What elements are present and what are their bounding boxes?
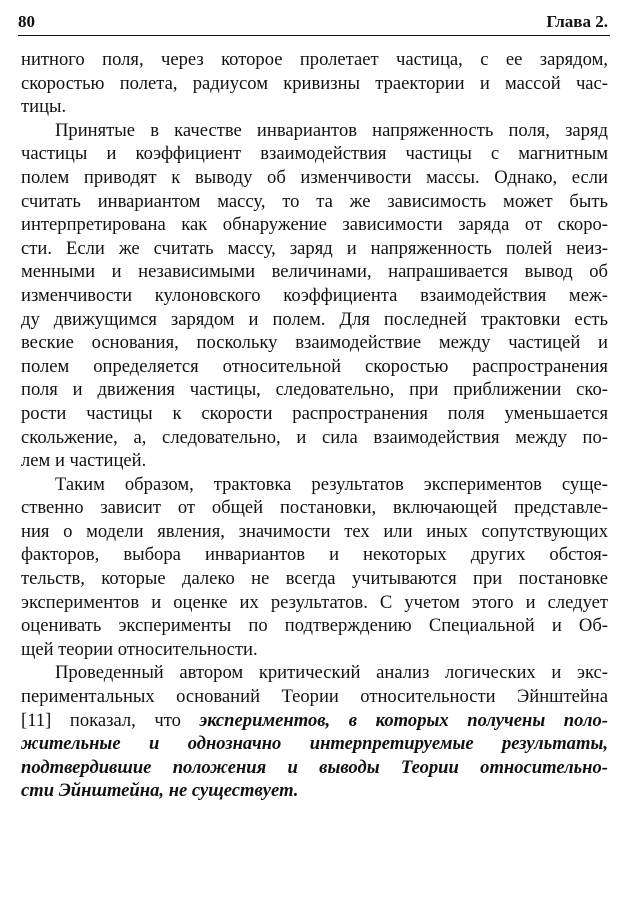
paragraph-3 (21, 473, 608, 662)
text-line: менными и независимыми величинами, напрашивается вывод об (21, 261, 608, 283)
emphasized-line: подтвердившие положения и выводы Теории относительно- (21, 756, 608, 778)
text-line: интерпретирована как обнаружение зависимости заряда от скоро- (21, 214, 608, 236)
text-line: экспериментов и оценке их результатов. С учетом этого и следует (21, 591, 608, 613)
text-line: ду движущимся зарядом и полем. Для последней трактовки есть (21, 308, 608, 330)
text-line: тицы. (21, 96, 67, 118)
paragraph-2 (21, 119, 608, 473)
text-line: факторов, выбора инвариантов и некоторых других обстоя- (21, 544, 608, 566)
emphasized-line: сти Эйнштейна, не существует. (21, 780, 299, 802)
text-line: щей теории относительности. (21, 638, 258, 660)
text-line: ственно зависит от общей постановки, включающей представле- (21, 497, 608, 519)
text-line: Проведенный автором критический анализ логических и экс- (55, 662, 608, 684)
text-line: поля и движения частицы, следовательно, при приближении ско- (21, 379, 608, 401)
text-line: изменчивости кулоновского коэффициента взаимодействия меж- (21, 284, 608, 306)
text-plain: [11] показал, что (21, 709, 200, 731)
text-line: веские основания, поскольку взаимодействие между частицей и (21, 332, 608, 354)
text-line: периментальных оснований Теории относительности Эйнштейна (21, 686, 608, 708)
text-line: считать инвариантом массу, то та же зависимость может быть (21, 190, 608, 212)
text-line: рости частицы к скорости распространения поля уменьшается (21, 402, 608, 424)
paragraph-4 (21, 661, 608, 803)
paragraph-1 (21, 48, 608, 119)
text-line: ния о модели явления, значимости тех или иных сопутствующих (21, 520, 608, 542)
text-line: скоростью полета, радиусом кривизны траектории и массой час- (21, 72, 608, 94)
text-line: лем и частицей. (21, 450, 147, 472)
header-rule (18, 35, 610, 36)
text-line: нитного поля, через которое пролетает частица, с ее зарядом, (21, 49, 608, 70)
text-line: полем определяется относительной скоростью распространения (21, 355, 608, 377)
emphasized-line: жительные и однозначно интерпретируемые результаты, (21, 733, 608, 755)
text-line: сти. Если же считать массу, заряд и напряженность полей неиз- (21, 237, 608, 259)
text-line: оценивать эксперименты по подтверждению Специальной и Об- (21, 615, 608, 637)
running-head (18, 12, 608, 34)
text-line: тельств, которые далеко не всегда учитываются при постановке (21, 568, 608, 590)
text-line: частицы и коэффициент взаимодействия частицы с магнитным (21, 143, 608, 165)
emphasized-text: экспериментов, в которых получены поло- (199, 709, 609, 731)
text-line: Таким образом, трактовка результатов экспериментов суще- (55, 473, 608, 495)
body-text (21, 48, 608, 803)
page-number: 80 (18, 12, 35, 31)
text-line: полем приводят к выводу об изменчивости массы. Однако, если (21, 166, 608, 188)
text-line: Принятые в качестве инвариантов напряженность поля, заряд (55, 119, 608, 141)
chapter-title: Глава 2. (546, 12, 608, 31)
text-line: скольжение, а, следовательно, и сила взаимодействия между по- (21, 426, 608, 448)
text-line (21, 709, 608, 733)
